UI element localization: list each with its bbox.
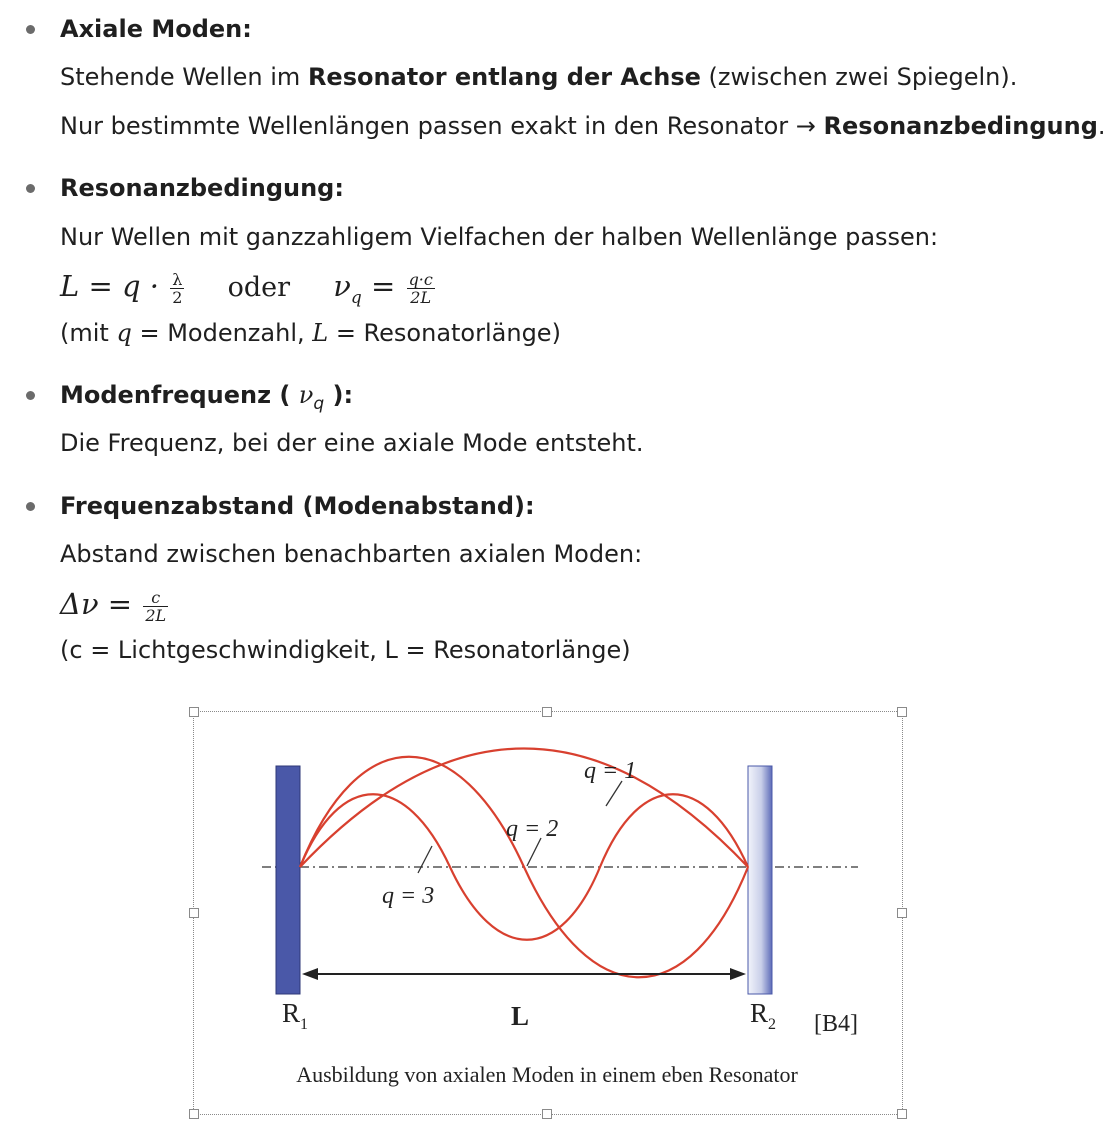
mirror-r2	[748, 766, 772, 994]
text-line: Die Frequenz, bei der eine axiale Mode entsteht.	[60, 429, 644, 457]
heading-axiale-moden: Axiale Moden:	[60, 15, 252, 43]
heading-modenfrequenz: Modenfrequenz ( $\nu_q$ ):	[60, 381, 354, 414]
figure-reference: [B4]	[814, 1011, 858, 1037]
fraction: $\frac{c}{2L}$	[145, 587, 167, 625]
formula-note: (mit q = Modenzahl, L = Resonatorlänge)	[60, 319, 561, 347]
text-line: Nur bestimmte Wellenlängen passen exakt in den Resonator → Resonanzbedingung.	[60, 112, 1106, 140]
mode-q1-wave	[300, 749, 748, 868]
arrow-head-left	[302, 968, 318, 980]
heading-frequenzabstand: Frequenzabstand (Modenabstand):	[60, 492, 535, 520]
label-q3: q = 3	[382, 883, 435, 909]
formula-mode-spacing: Δν = $\frac{c}{2L}$	[60, 587, 167, 625]
formula-resonance: L = q · $\frac{\lambda}{2}$ oder $\nu_q$ = $\frac{q\cdot c}{2L}$	[60, 269, 433, 308]
leader-line	[418, 846, 432, 873]
label-q1: q = 1	[584, 758, 637, 784]
label-q2: q = 2	[506, 816, 559, 842]
heading-resonanzbedingung: Resonanzbedingung:	[60, 174, 344, 202]
label-r1: $R_1$	[282, 998, 309, 1033]
text-line: Nur Wellen mit ganzzahligem Vielfachen der halben Wellenlänge passen:	[60, 223, 939, 251]
arrow-head-right	[730, 968, 746, 980]
formula-note: (c = Lichtgeschwindigkeit, L = Resonatorlänge)	[60, 636, 631, 664]
leader-line	[606, 781, 622, 806]
text-line: Abstand zwischen benachbarten axialen Moden:	[60, 540, 643, 568]
fraction: $\frac{\lambda}{2}$	[172, 269, 183, 307]
figure-caption: Ausbildung von axialen Moden in einem eben Resonator	[296, 1062, 798, 1087]
mirror-r1	[276, 766, 300, 994]
fraction: $\frac{q\cdot c}{2L}$	[408, 269, 433, 307]
text-line: Stehende Wellen im Resonator entlang der Achse (zwischen zwei Spiegeln).	[60, 63, 1018, 91]
label-r2: $R_2$	[750, 998, 777, 1033]
leader-line	[527, 838, 541, 866]
label-length: L	[511, 1001, 530, 1031]
